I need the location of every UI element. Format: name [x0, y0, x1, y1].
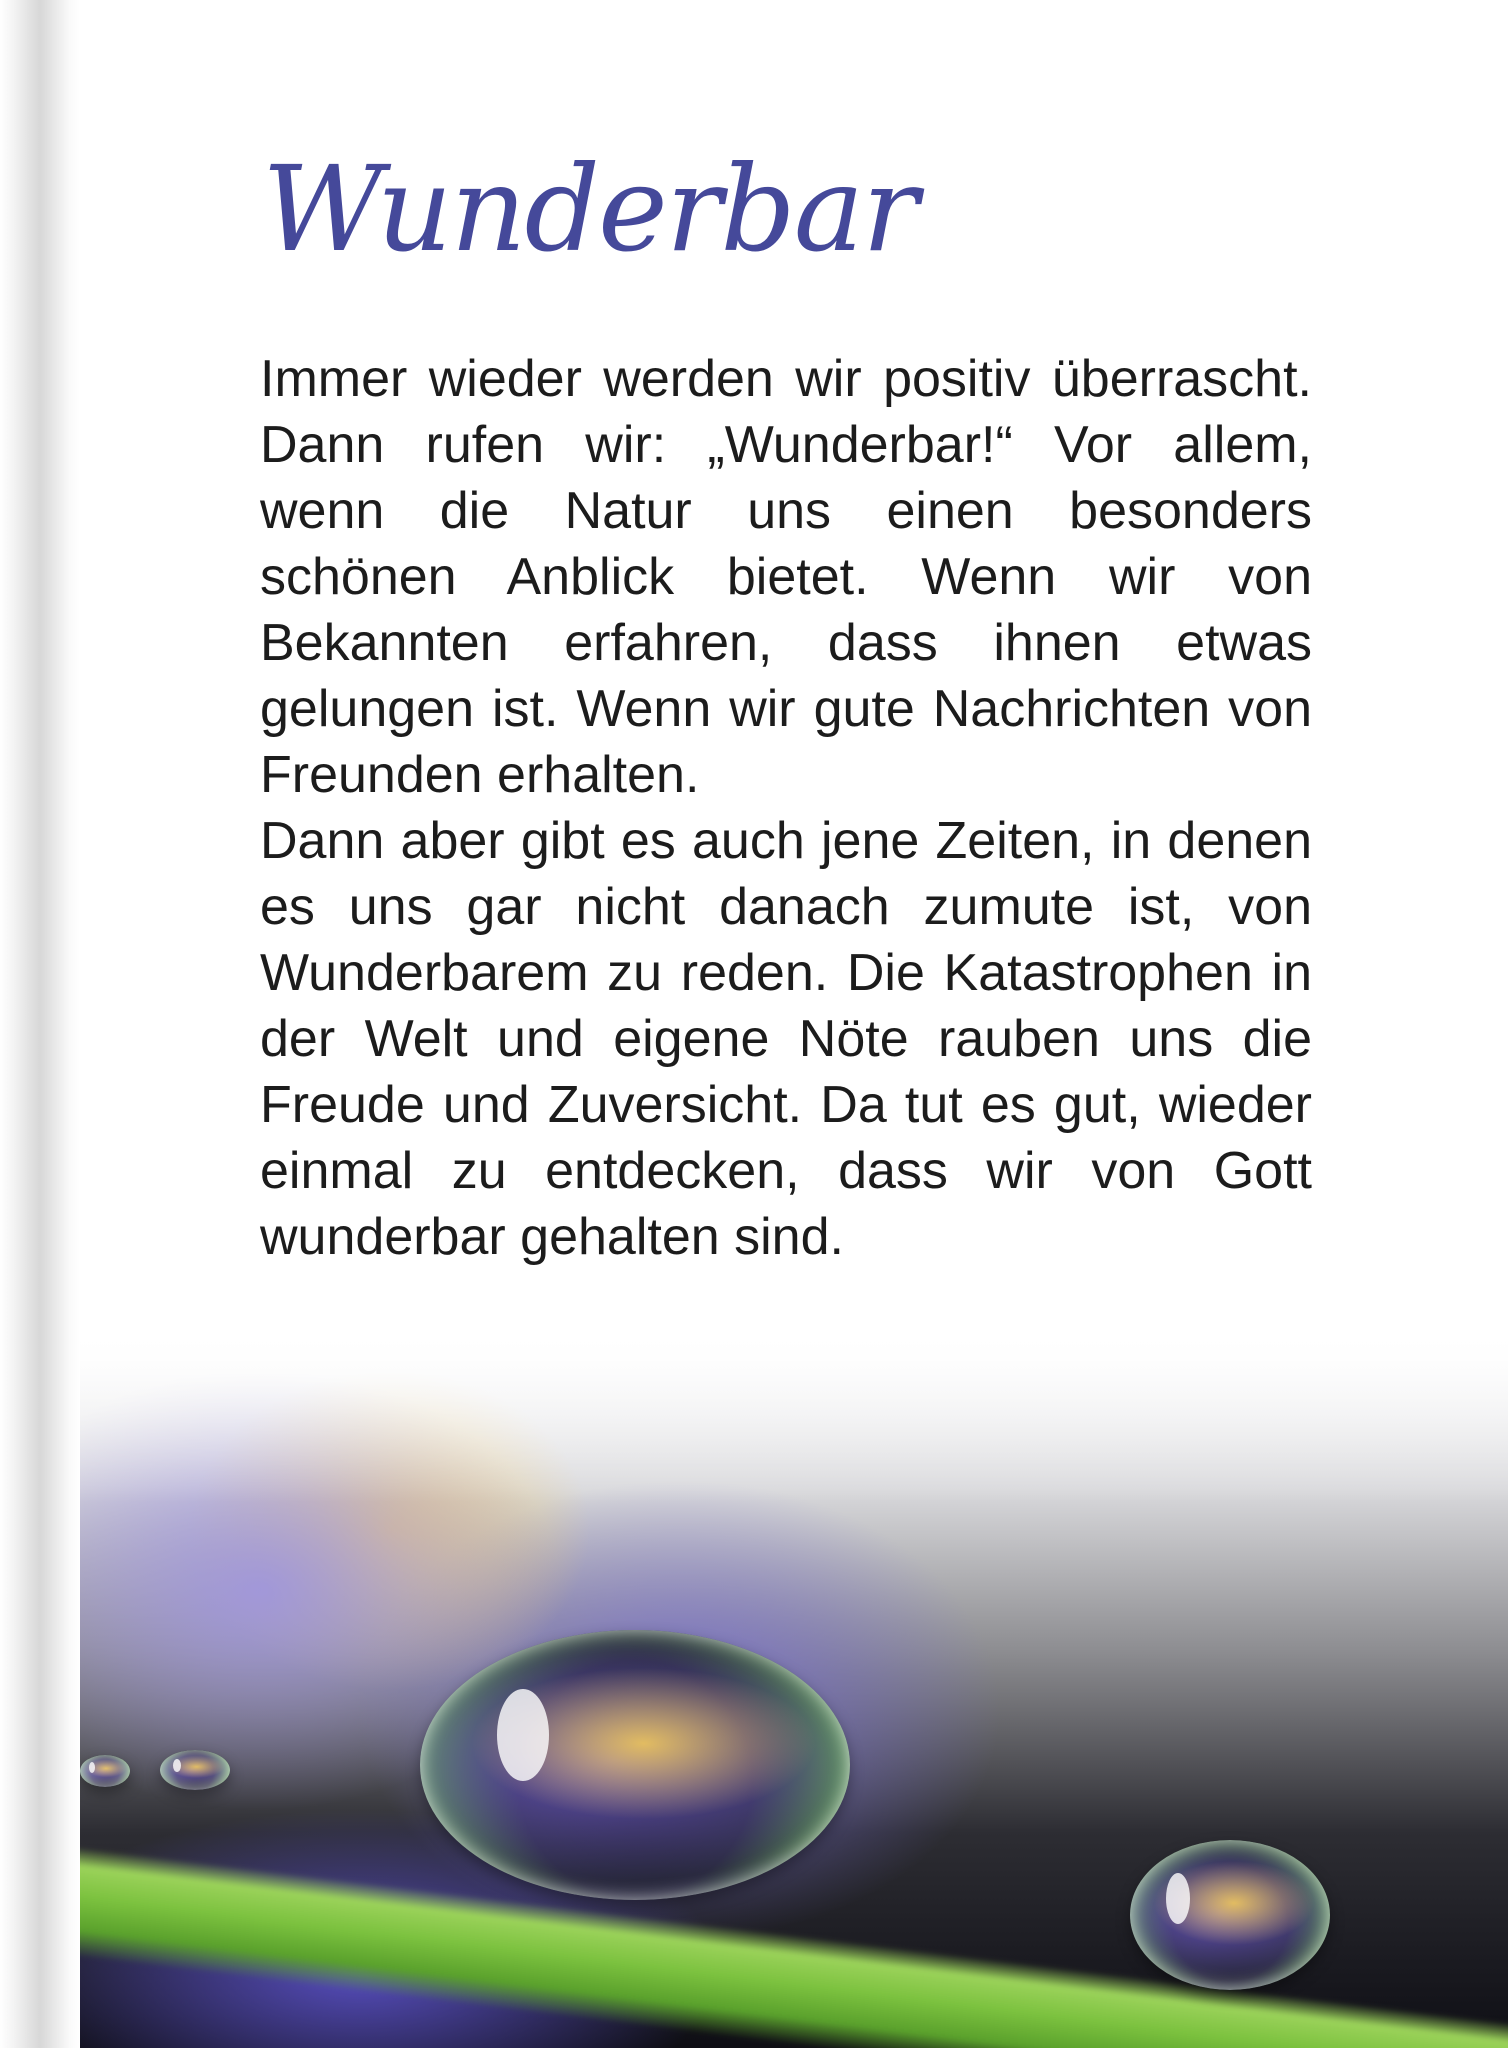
- water-drop-small: [1130, 1840, 1330, 1990]
- water-drop-large: [420, 1630, 850, 1900]
- page-binding-shadow: [0, 0, 80, 2048]
- paragraph-2: Dann aber gibt es auch jene Zeiten, in denen es uns gar nicht danach zumute ist, von Wunderbarem zu reden. Die Katastrophen in der Welt und eigene Nöte rauben uns die Freude und Zuversicht. Da tut es gut, wieder einmal zu entdecken, dass wir von Gott wunderbar gehalten sind.: [260, 812, 1312, 1266]
- water-drop-tiny: [80, 1755, 130, 1787]
- water-drop-tiny: [160, 1750, 230, 1790]
- water-drops-photo: [60, 1330, 1508, 2048]
- page-title: Wunderbar: [262, 140, 917, 278]
- paragraph-1: Immer wieder werden wir positiv überrascht. Dann rufen wir: „Wunderbar!“ Vor allem, wenn die Natur uns einen besonders schönen Anblick bietet. Wenn wir von Bekannten erfahren, dass ihnen etwas gelungen ist. Wenn wir gute Nachrichten von Freunden erhalten.: [260, 350, 1312, 804]
- body-text: [260, 346, 1312, 1270]
